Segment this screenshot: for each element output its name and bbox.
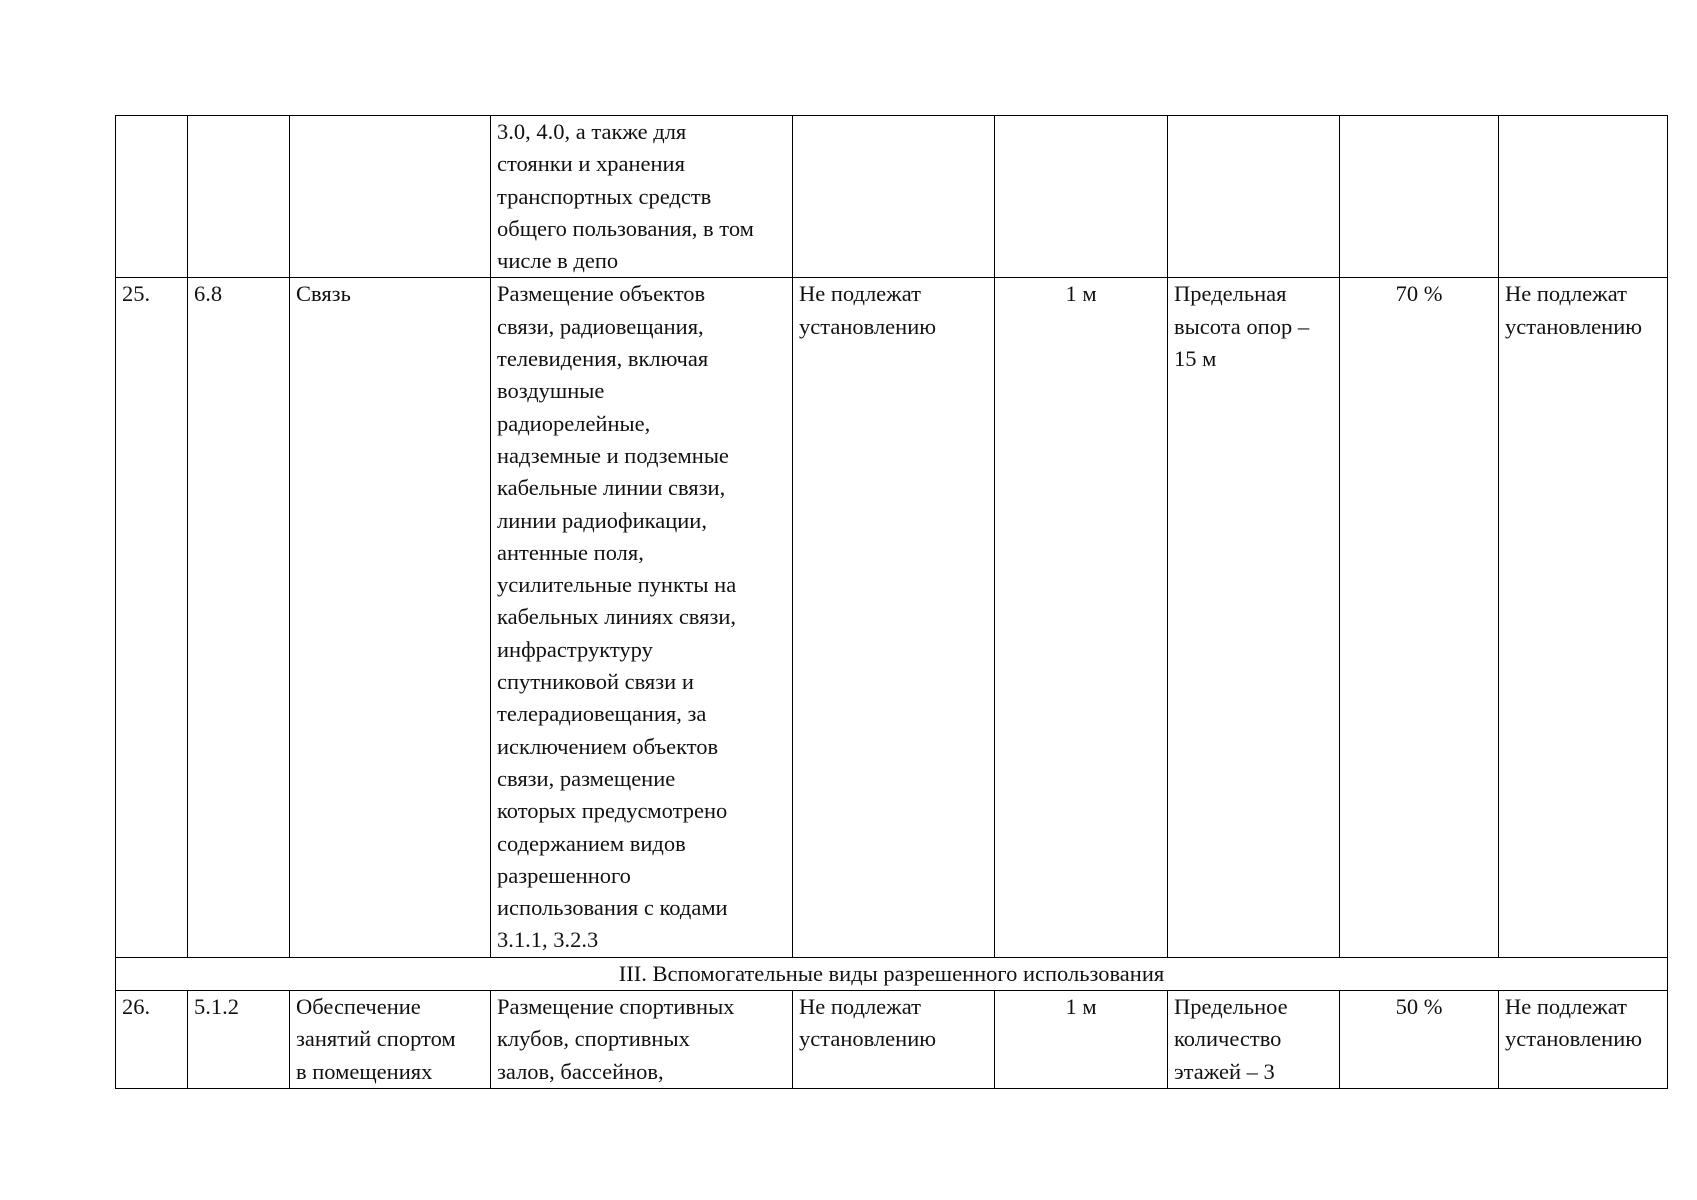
use-name xyxy=(290,116,491,278)
min-size: Не подлежат установлению xyxy=(793,991,995,1089)
table-row xyxy=(116,278,1668,957)
coverage xyxy=(1340,116,1499,278)
table-row xyxy=(116,116,1668,278)
use-name: Обеспечение занятий спортом в помещениях xyxy=(290,991,491,1089)
section-header-row xyxy=(116,957,1668,990)
use-name: Связь xyxy=(290,278,491,957)
section-title: III. Вспомогательные виды разрешенного использования xyxy=(116,957,1668,990)
row-number: 25. xyxy=(116,278,188,957)
setback xyxy=(995,116,1168,278)
height-limit: Предельная высота опор – 15 м xyxy=(1168,278,1340,957)
height-limit xyxy=(1168,116,1340,278)
table-row xyxy=(116,991,1668,1089)
use-description: Размещение объектов связи, радиовещания, телевидения, включая воздушные радиорелейные, надземные и подземные кабельные линии связи, линии радиофикации, антенные поля, усилительные пункты на кабельных линиях связи, инфраструктуру спутниковой связи и телерадиовещания, за исключением объектов связи, размещение которых предусмотрено содержанием видов разрешенного использования с кодами 3.1.1, 3.2.3 xyxy=(491,278,793,957)
coverage: 70 % xyxy=(1340,278,1499,957)
extra-params: Не подлежат установлению xyxy=(1499,278,1668,957)
extra-params: Не подлежат установлению xyxy=(1499,991,1668,1089)
setback: 1 м xyxy=(995,278,1168,957)
row-number xyxy=(116,116,188,278)
min-size xyxy=(793,116,995,278)
use-description: 3.0, 4.0, а также для стоянки и хранения транспортных средств общего пользования, в том числе в депо xyxy=(491,116,793,278)
row-number: 26. xyxy=(116,991,188,1089)
use-code xyxy=(188,116,290,278)
height-limit: Предельное количество этажей – 3 xyxy=(1168,991,1340,1089)
setback: 1 м xyxy=(995,991,1168,1089)
use-description: Размещение спортивных клубов, спортивных залов, бассейнов, xyxy=(491,991,793,1089)
extra-params xyxy=(1499,116,1668,278)
coverage: 50 % xyxy=(1340,991,1499,1089)
use-code: 5.1.2 xyxy=(188,991,290,1089)
min-size: Не подлежат установлению xyxy=(793,278,995,957)
zoning-table xyxy=(115,115,1668,1089)
use-code: 6.8 xyxy=(188,278,290,957)
